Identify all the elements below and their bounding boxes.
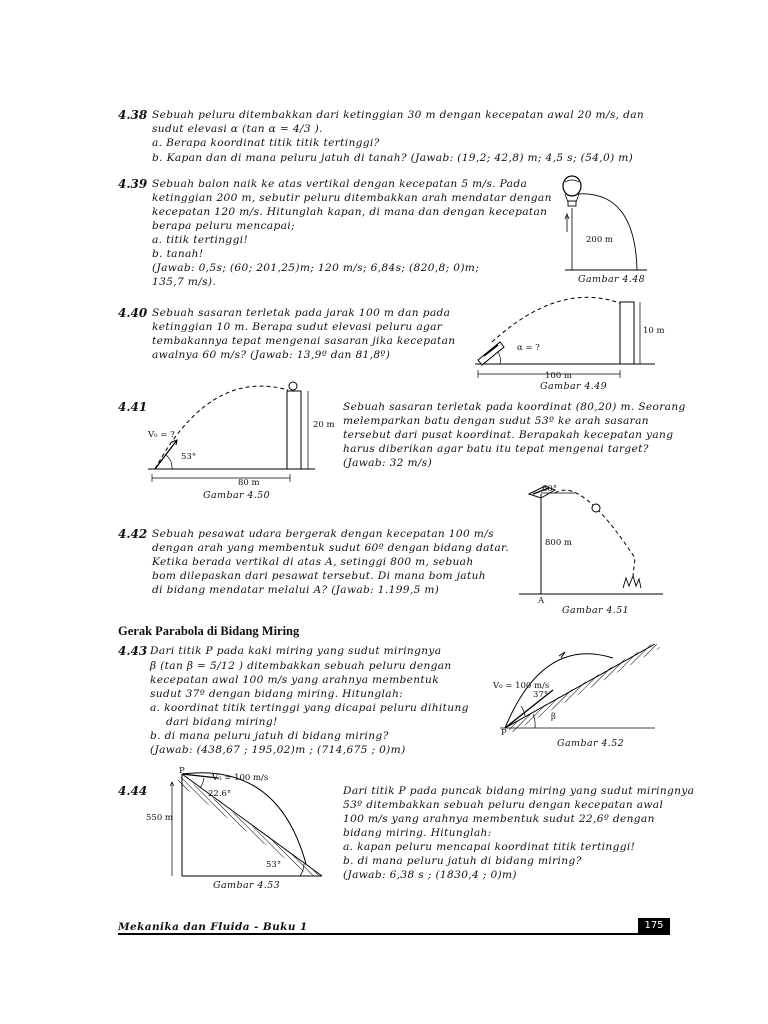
figure-label: 60° (542, 484, 558, 494)
figure-caption: Gambar 4.50 (203, 490, 271, 501)
figure-label: V₀ = 100 m/s (212, 773, 269, 783)
problem-number: 4.41 (118, 400, 148, 414)
problem-text-line: di bidang mendatar melalui A? (Jawab: 1.199,5 m) (152, 584, 440, 596)
problem-text-line: ketinggian 10 m. Berapa sudut elevasi peluru agar (152, 321, 443, 333)
book-title: Mekanika dan Fluida - Buku 1 (118, 921, 308, 933)
figure-label: 20 m (313, 420, 335, 430)
figure-4-48 (555, 172, 665, 277)
section-title: Gerak Parabola di Bidang Miring (118, 624, 300, 638)
problem-text-line: Sebuah sasaran terletak pada koordinat (80,20) m. Seorang (343, 401, 686, 413)
problem-text-line: harus diberikan agar batu itu tepat mengenai target? (343, 443, 649, 455)
problem-text-line: a. Berapa koordinat titik titik tertinggi? (152, 137, 380, 149)
problem-text-line: (Jawab: 32 m/s) (343, 457, 433, 469)
problem-text-line: b. tanah! (152, 248, 204, 260)
problem-text-line: berapa peluru mencapai; (152, 220, 295, 232)
problem-text-line: Dari titik P pada kaki miring yang sudut miringnya (150, 645, 442, 657)
problem-text-line: awalnya 60 m/s? (Jawab: 13,9º dan 81,8º) (152, 349, 391, 361)
problem-text-line: Sebuah balon naik ke atas vertikal dengan kecepatan 5 m/s. Pada (152, 178, 528, 190)
problem-text-line: 135,7 m/s). (152, 276, 217, 288)
figure-4-53 (160, 768, 330, 883)
figure-label: 53° (266, 860, 282, 870)
problem-text-line: dengan arah yang membentuk sudut 60º dengan bidang datar. (152, 542, 510, 554)
problem-text-line: Dari titik P pada puncak bidang miring yang sudut miringnya (343, 785, 695, 797)
problem-number: 4.44 (118, 784, 148, 798)
figure-label: β (551, 712, 556, 722)
figure-label: 37° (533, 690, 549, 700)
problem-text-line: kecepatan 120 m/s. Hitunglah kapan, di mana dan dengan kecepatan (152, 206, 548, 218)
figure-4-51 (515, 478, 665, 603)
figure-label: A (538, 596, 545, 606)
problem-text-line: b. di mana peluru jatuh di bidang miring? (343, 855, 582, 867)
problem-text-line: kecepatan awal 100 m/s yang arahnya membentuk (150, 674, 439, 686)
problem-text-line: Ketika berada vertikal di atas A, setinggi 800 m, sebuah (152, 556, 474, 568)
figure-caption: Gambar 4.51 (562, 605, 630, 616)
page-number: 175 (638, 918, 670, 933)
problem-text-line: b. Kapan dan di mana peluru jatuh di tanah? (Jawab: (19,2; 42,8) m; 4,5 s; (54,0) m) (152, 152, 634, 164)
figure-label: 800 m (545, 538, 572, 548)
problem-text-line: sudut 37º dengan bidang miring. Hitunglah: (150, 688, 404, 700)
figure-caption: Gambar 4.53 (213, 880, 281, 891)
figure-label: 22.6° (208, 789, 232, 799)
problem-text-line: sudut elevasi α (tan α = 4/3 ). (152, 123, 323, 135)
problem-text-line: b. di mana peluru jatuh di bidang miring? (150, 730, 389, 742)
figure-caption: Gambar 4.49 (540, 381, 608, 392)
problem-number: 4.42 (118, 527, 148, 541)
problem-text-line: a. kapan peluru mencapai koordinat titik tertinggi! (343, 841, 636, 853)
figure-label: 550 m (146, 813, 173, 823)
figure-label: 10 m (643, 326, 665, 336)
problem-number: 4.43 (118, 644, 148, 658)
problem-number: 4.38 (118, 108, 148, 122)
figure-label: 53° (181, 452, 197, 462)
problem-text-line: melemparkan batu dengan sudut 53º ke arah sasaran (343, 415, 649, 427)
problem-text-line: Sebuah pesawat udara bergerak dengan kecepatan 100 m/s (152, 528, 494, 540)
problem-text-line: bidang miring. Hitunglah: (343, 827, 492, 839)
problem-text-line: β (tan β = 5/12 ) ditembakkan sebuah peluru dengan (150, 660, 452, 672)
problem-text-line: (Jawab: 0,5s; (60; 201,25)m; 120 m/s; 6,84s; (820,8; 0)m; (152, 262, 480, 274)
problem-text-line: dari bidang miring! (166, 716, 278, 728)
problem-text-line: a. koordinat titik tertinggi yang dicapai peluru dihitung (150, 702, 469, 714)
problem-text-line: ketinggian 200 m, sebutir peluru ditembakkan arah mendatar dengan (152, 192, 552, 204)
figure-label: P (179, 766, 185, 776)
problem-number: 4.40 (118, 306, 148, 320)
figure-label: 200 m (586, 235, 613, 245)
figure-caption: Gambar 4.48 (578, 274, 646, 285)
figure-label: V₀ = ? (148, 430, 175, 440)
problem-text-line: 53º ditembakkan sebuah peluru dengan kecepatan awal (343, 799, 664, 811)
figure-label: 100 m (545, 371, 572, 381)
problem-text-line: tersebut dari pusat koordinat. Berapakah kecepatan yang (343, 429, 674, 441)
figure-label: P (501, 728, 507, 738)
figure-label: V₀ = 100 m/s (493, 681, 550, 691)
figure-label: α = ? (517, 343, 540, 353)
problem-text-line: (Jawab: (438,67 ; 195,02)m ; (714,675 ; 0)m) (150, 744, 406, 756)
problem-text-line: a. titik tertinggi! (152, 234, 249, 246)
problem-text-line: 100 m/s yang arahnya membentuk sudut 22,6º dengan (343, 813, 655, 825)
problem-text-line: bom dilepaskan dari pesawat tersebut. Di mana bom jatuh (152, 570, 486, 582)
footer-rule (118, 933, 670, 935)
problem-text-line: tembakannya tepat mengenai sasaran jika kecepatan (152, 335, 456, 347)
problem-text-line: Sebuah peluru ditembakkan dari ketinggian 30 m dengan kecepatan awal 20 m/s, dan (152, 109, 645, 121)
problem-text-line: (Jawab: 6,38 s ; (1830,4 ; 0)m) (343, 869, 517, 881)
problem-number: 4.39 (118, 177, 148, 191)
figure-label: 80 m (238, 478, 260, 488)
problem-text-line: Sebuah sasaran terletak pada jarak 100 m dan pada (152, 307, 451, 319)
figure-caption: Gambar 4.52 (557, 738, 625, 749)
